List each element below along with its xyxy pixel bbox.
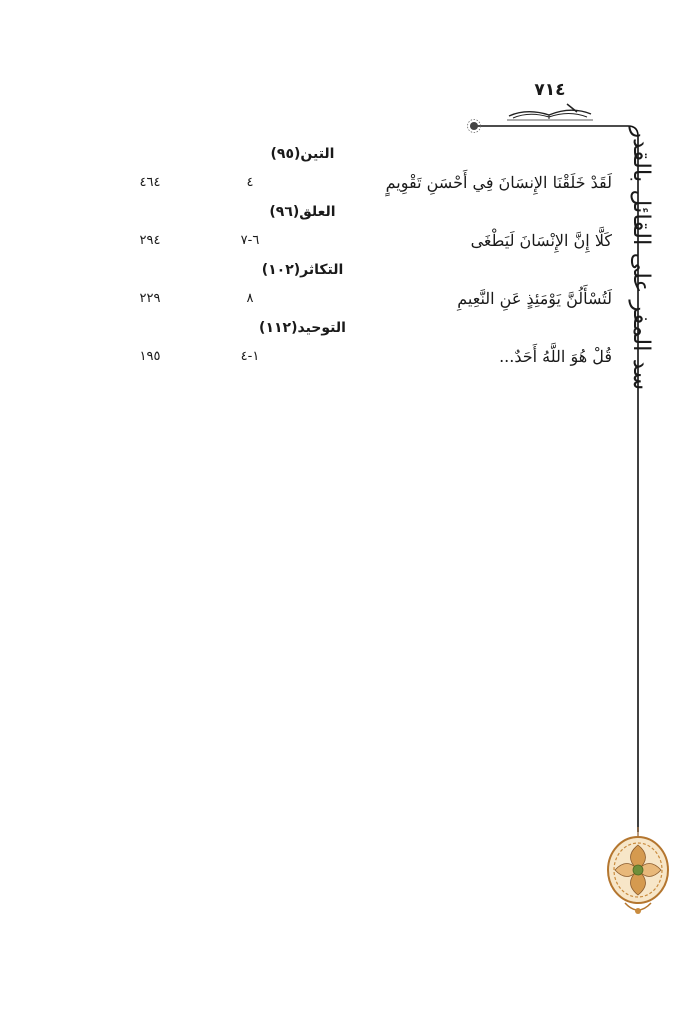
verse-text: كَلَّا إِنَّ الإِنْسَانَ لَيَطْغَى bbox=[470, 231, 612, 250]
surah-heading: التكاثر(١٠٢) bbox=[261, 262, 344, 278]
verse-text: قُلْ هُوَ اللَّهُ أَحَدٌ... bbox=[499, 347, 612, 366]
verse-text: لَقَدْ خَلَقْنَا الإِنسَانَ فِي أَحْسَنِ تَقْوِيمٍ bbox=[385, 173, 612, 192]
page-reference: ١٩٥ bbox=[139, 349, 161, 364]
index-row bbox=[120, 223, 615, 259]
surah-heading: التين(٩٥) bbox=[270, 146, 335, 162]
page-reference: ٢٩٤ bbox=[139, 233, 161, 248]
index-row bbox=[120, 281, 615, 317]
ayah-number: ٦-٧ bbox=[240, 233, 260, 248]
page-reference: ٢٢٩ bbox=[139, 291, 161, 306]
page-reference: ٤٦٤ bbox=[139, 175, 161, 190]
running-title: سد المفر على القائل بالقدر bbox=[628, 126, 654, 390]
surah-heading: العلق(٩٦) bbox=[269, 204, 336, 220]
surah-section bbox=[120, 201, 615, 259]
index-row bbox=[120, 339, 615, 375]
ayah-number: ١-٤ bbox=[240, 349, 260, 364]
surah-index bbox=[120, 143, 615, 375]
ayah-number: ٨ bbox=[246, 291, 254, 306]
surah-section bbox=[120, 259, 615, 317]
index-row bbox=[120, 165, 615, 201]
verse-text: لَتُسْأَلُنَّ يَوْمَئِذٍ عَنِ النَّعِيمِ bbox=[457, 289, 612, 308]
ayah-number: ٤ bbox=[246, 175, 254, 190]
surah-section bbox=[120, 143, 615, 201]
surah-section bbox=[120, 317, 615, 375]
ornamental-medallion-icon bbox=[603, 825, 673, 920]
surah-heading: التوحيد(١١٢) bbox=[259, 320, 346, 336]
page-number: ٧١٤ bbox=[534, 80, 566, 100]
